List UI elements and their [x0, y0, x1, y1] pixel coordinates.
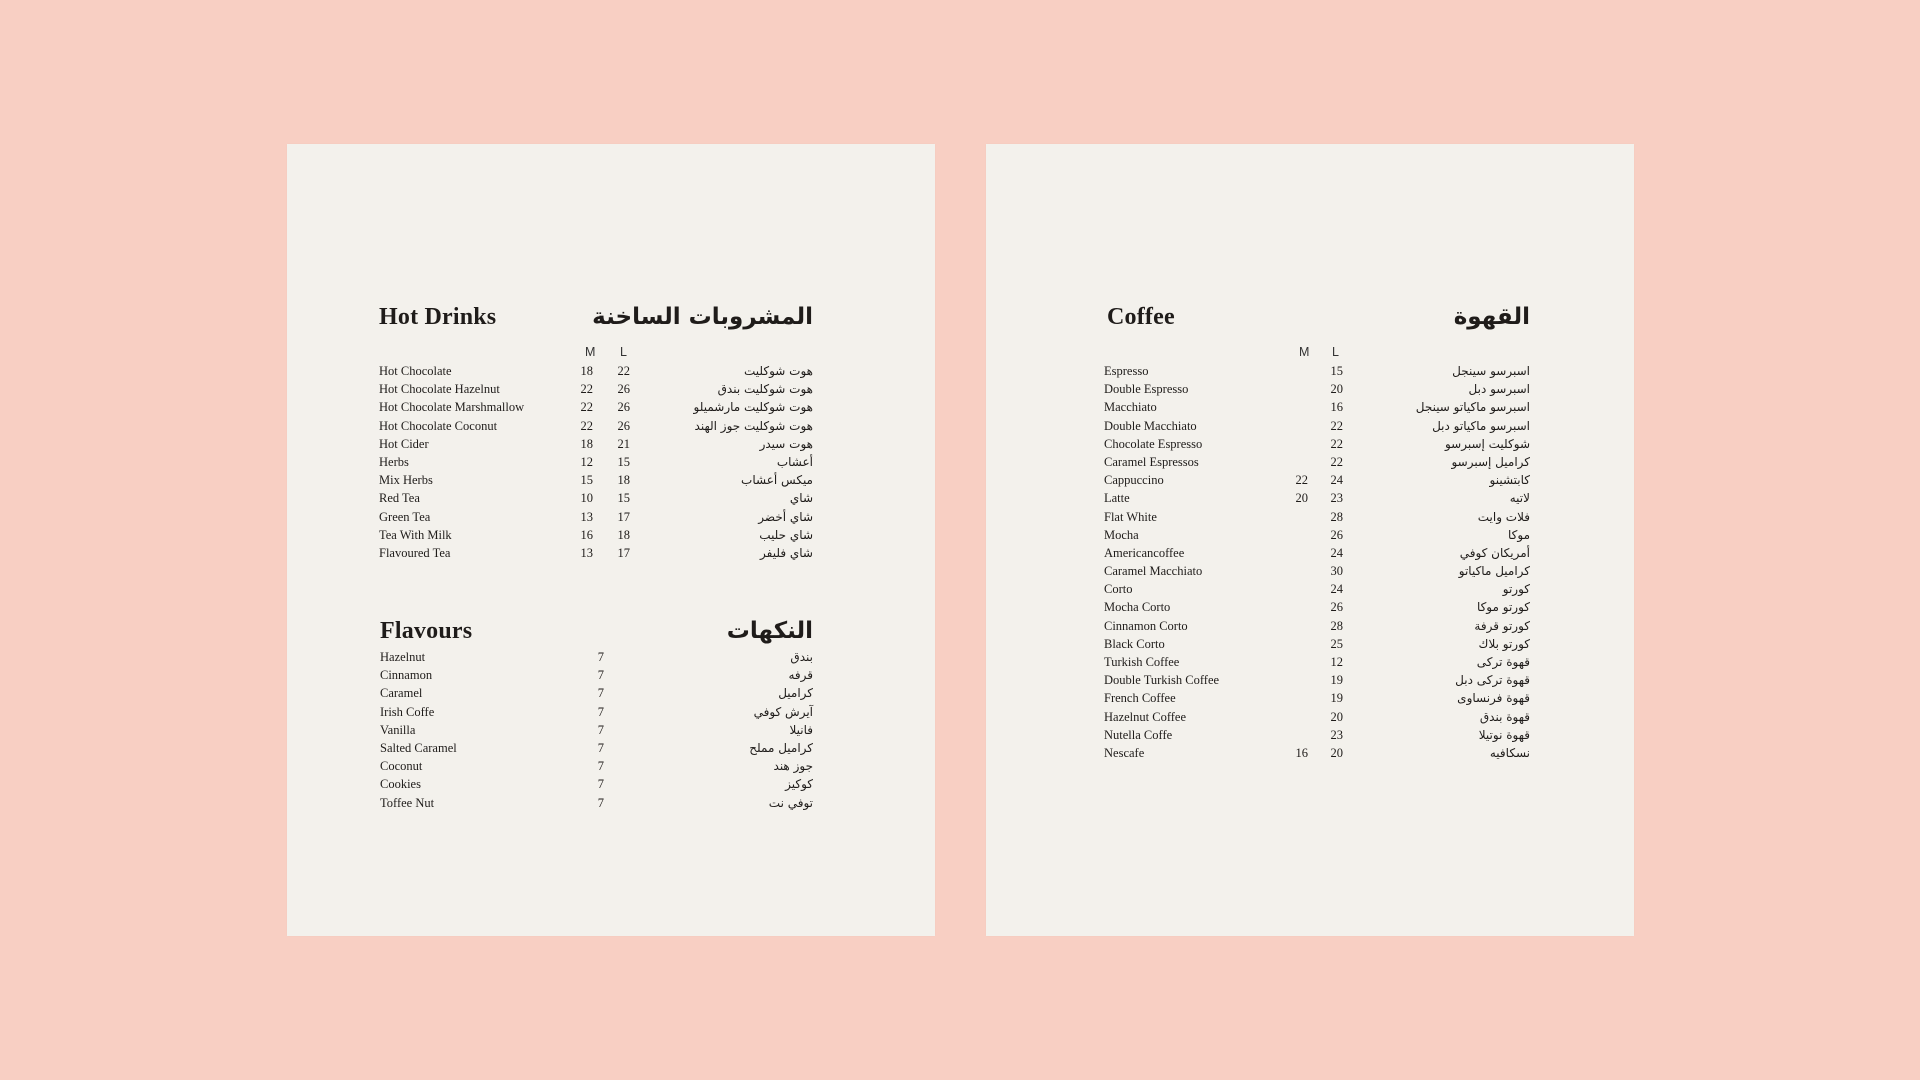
coffee-list: [1104, 362, 1530, 762]
menu-item-row: [379, 471, 813, 489]
price-medium: 12: [580, 454, 593, 469]
menu-item-row: [379, 362, 813, 380]
item-name-arabic: اسبرسو ماكياتو دبل: [1432, 418, 1530, 433]
menu-item-row: [1104, 635, 1530, 653]
item-name: Turkish Coffee: [1104, 655, 1180, 669]
item-name: Irish Coffe: [380, 704, 435, 719]
item-name-arabic: هوت شوكليت مارشميلو: [693, 400, 813, 415]
item-name: French Coffee: [1104, 691, 1176, 706]
item-name: Americancoffee: [1104, 545, 1185, 560]
size-header-l: L: [620, 345, 627, 359]
menu-item-row: [379, 435, 813, 453]
item-name: Nutella Coffe: [1104, 727, 1173, 742]
menu-item-row: [380, 684, 813, 702]
item-name: Cinnamon: [380, 668, 433, 683]
menu-item-row: [379, 508, 813, 526]
item-name: Tea With Milk: [379, 527, 452, 542]
price-medium: 13: [580, 545, 593, 560]
item-name-arabic: كراميل: [778, 686, 813, 701]
menu-item-row: [1104, 508, 1530, 526]
price-large: 12: [1330, 655, 1343, 669]
price-large: 30: [1330, 564, 1343, 579]
price-large: 16: [1330, 400, 1343, 415]
item-name-arabic: شاي أخضر: [758, 509, 813, 524]
item-name-arabic: قهوة بندق: [1479, 709, 1530, 724]
menu-item-row: [380, 794, 813, 812]
price: 7: [597, 686, 604, 701]
menu-item-row: [379, 398, 813, 416]
item-name: Mocha Corto: [1104, 600, 1171, 615]
item-name-arabic: آيرش كوفي: [753, 704, 813, 719]
menu-item-row: [1104, 671, 1530, 689]
item-name-arabic: كورتو بلاك: [1478, 636, 1530, 651]
price-large: 24: [1330, 582, 1343, 597]
price-medium: 15: [580, 473, 593, 488]
menu-item-row: [1104, 471, 1530, 489]
coffee-section: [1104, 304, 1530, 784]
item-name-arabic: بندق: [790, 650, 813, 664]
menu-item-row: [380, 648, 813, 666]
price: 7: [597, 795, 604, 810]
price-large: 22: [1330, 436, 1343, 451]
price-large: 23: [1330, 491, 1343, 506]
menu-item-row: [1104, 708, 1530, 726]
menu-item-row: [380, 703, 813, 721]
price-large: 18: [617, 527, 630, 542]
coffee-title: Coffee: [1107, 304, 1175, 330]
item-name: Caramel: [380, 686, 423, 701]
price-large: 17: [617, 545, 630, 560]
price: 7: [597, 668, 604, 683]
item-name: Hazelnut: [380, 650, 426, 664]
item-name-arabic: فانيلا: [789, 722, 813, 737]
item-name-arabic: كابتشينو: [1489, 473, 1530, 488]
item-name: Hot Chocolate Marshmallow: [379, 400, 525, 415]
item-name: Chocolate Espresso: [1104, 436, 1203, 451]
item-name-arabic: كراميل إسبرسو: [1451, 454, 1530, 469]
price-large: 20: [1330, 382, 1343, 397]
item-name: Flavoured Tea: [379, 545, 451, 560]
menu-item-row: [1104, 653, 1530, 671]
menu-item-row: [380, 757, 813, 775]
price: 7: [597, 740, 604, 755]
menu-item-row: [1104, 580, 1530, 598]
price: 7: [597, 722, 604, 737]
item-name-arabic: فلات وايت: [1477, 509, 1530, 524]
price-large: 24: [1330, 473, 1343, 488]
price-medium: 22: [580, 400, 593, 415]
item-name-arabic: كورتو: [1502, 582, 1530, 597]
menu-item-row: [379, 526, 813, 544]
item-name-arabic: هوت شوكليت جوز الهند: [694, 418, 813, 433]
item-name: Mix Herbs: [379, 473, 433, 488]
item-name-arabic: هوت شوكليت بندق: [717, 382, 813, 397]
hot-drinks-title-arabic: المشروبات الساخنة: [592, 304, 813, 330]
price-large: 26: [617, 418, 630, 433]
price-large: 26: [617, 400, 630, 415]
item-name-arabic: كورتو قرفة: [1474, 618, 1530, 633]
price: 7: [597, 650, 604, 664]
price: 7: [597, 759, 604, 774]
menu-item-row: [379, 380, 813, 398]
price-large: 26: [1330, 527, 1343, 542]
menu-item-row: [380, 739, 813, 757]
item-name: Caramel Espressos: [1104, 454, 1199, 469]
menu-item-row: [379, 489, 813, 507]
flavours-title-arabic: النكهات: [726, 618, 813, 644]
menu-item-row: [380, 721, 813, 739]
item-name-arabic: ميكس أعشاب: [741, 473, 813, 488]
item-name: Double Espresso: [1104, 382, 1189, 397]
price-large: 22: [617, 364, 630, 378]
item-name-arabic: قهوة تركى دبل: [1455, 673, 1530, 688]
price-large: 18: [617, 473, 630, 488]
item-name-arabic: هوت سيدر: [759, 436, 813, 451]
menu-item-row: [1104, 398, 1530, 416]
item-name-arabic: أمريكان كوفي: [1459, 545, 1530, 560]
item-name: Cinnamon Corto: [1104, 618, 1188, 633]
menu-item-row: [380, 775, 813, 793]
price-large: 23: [1330, 727, 1343, 742]
menu-item-row: [379, 417, 813, 435]
price-medium: 22: [1295, 473, 1308, 488]
price: 7: [597, 704, 604, 719]
price-large: 28: [1330, 509, 1343, 524]
flavours-title: Flavours: [380, 618, 473, 644]
menu-item-row: [1104, 744, 1530, 762]
item-name-arabic: كراميل ماكياتو: [1458, 564, 1530, 579]
menu-item-row: [1104, 562, 1530, 580]
price-medium: 20: [1295, 491, 1308, 506]
item-name-arabic: قرفه: [788, 668, 813, 683]
item-name-arabic: جوز هند: [773, 759, 813, 774]
price-medium: 13: [580, 509, 593, 524]
price-large: 28: [1330, 618, 1343, 633]
item-name-arabic: موكا: [1508, 527, 1530, 542]
menu-item-row: [379, 453, 813, 471]
item-name-arabic: نسكافيه: [1489, 745, 1530, 760]
size-header-m: M: [585, 345, 596, 359]
menu-item-row: [1104, 489, 1530, 507]
item-name: Hot Chocolate Coconut: [379, 418, 498, 433]
item-name: Green Tea: [379, 509, 431, 524]
item-name: Caramel Macchiato: [1104, 564, 1203, 579]
menu-item-row: [1104, 435, 1530, 453]
price-medium: 18: [580, 364, 593, 378]
item-name-arabic: قهوة تركى: [1476, 655, 1530, 669]
item-name: Cookies: [380, 777, 421, 792]
hot-drinks-section: [379, 304, 813, 564]
menu-card-coffee: [986, 144, 1634, 936]
item-name: Corto: [1104, 582, 1133, 597]
item-name: Mocha: [1104, 527, 1139, 542]
menu-item-row: [1104, 689, 1530, 707]
item-name: Macchiato: [1104, 400, 1157, 415]
menu-item-row: [1104, 380, 1530, 398]
price-medium: 22: [580, 382, 593, 397]
item-name-arabic: اسبرسو سينجل: [1452, 364, 1530, 378]
flavours-list: [380, 648, 813, 812]
item-name: Nescafe: [1104, 745, 1145, 760]
menu-item-row: [1104, 526, 1530, 544]
menu-item-row: [1104, 362, 1530, 380]
price-large: 26: [617, 382, 630, 397]
menu-item-row: [1104, 726, 1530, 744]
item-name: Red Tea: [379, 491, 420, 506]
item-name-arabic: كراميل مملح: [749, 740, 813, 755]
menu-item-row: [1104, 453, 1530, 471]
item-name-arabic: شاي فليفر: [760, 545, 813, 560]
item-name-arabic: أعشاب: [776, 454, 813, 469]
item-name: Flat White: [1104, 509, 1157, 524]
price-large: 22: [1330, 454, 1343, 469]
menu-item-row: [1104, 617, 1530, 635]
item-name: Cappuccino: [1104, 473, 1164, 488]
price-large: 19: [1330, 673, 1343, 688]
item-name: Hazelnut Coffee: [1104, 709, 1187, 724]
price-large: 15: [617, 491, 630, 506]
item-name-arabic: اسبرسو دبل: [1468, 382, 1530, 397]
price-large: 15: [617, 454, 630, 469]
menu-item-row: [1104, 544, 1530, 562]
menu-item-row: [379, 544, 813, 562]
price-medium: 16: [1295, 745, 1308, 760]
item-name-arabic: كورتو موكا: [1476, 600, 1530, 615]
item-name: Toffee Nut: [380, 795, 435, 810]
price-medium: 10: [580, 491, 593, 506]
item-name: Hot Cider: [379, 436, 429, 451]
price-large: 25: [1330, 636, 1343, 651]
size-header-l: L: [1332, 345, 1339, 359]
item-name-arabic: قهوة نوتيلا: [1478, 727, 1530, 742]
item-name-arabic: لاتيه: [1509, 491, 1530, 506]
price-large: 17: [617, 509, 630, 524]
price-large: 19: [1330, 691, 1343, 706]
price: 7: [597, 777, 604, 792]
size-header-m: M: [1299, 345, 1310, 359]
item-name: Vanilla: [380, 722, 416, 737]
item-name-arabic: قهوة فرنساوى: [1457, 691, 1530, 706]
menu-item-row: [380, 666, 813, 684]
item-name: Double Macchiato: [1104, 418, 1197, 433]
menu-card-hot-drinks: [287, 144, 935, 936]
item-name: Salted Caramel: [380, 740, 457, 755]
item-name-arabic: كوكيز: [785, 777, 813, 792]
price-large: 15: [1330, 364, 1343, 378]
menu-item-row: [1104, 598, 1530, 616]
price-medium: 18: [580, 436, 593, 451]
item-name: Black Corto: [1104, 636, 1165, 651]
item-name-arabic: شوكليت إسبرسو: [1444, 436, 1530, 451]
item-name: Latte: [1104, 491, 1130, 506]
item-name-arabic: اسبرسو ماكياتو سينجل: [1415, 400, 1530, 415]
price-large: 26: [1330, 600, 1343, 615]
price-medium: 22: [580, 418, 593, 433]
price-large: 24: [1330, 545, 1343, 560]
price-large: 20: [1330, 745, 1343, 760]
menu-item-row: [1104, 417, 1530, 435]
item-name: Hot Chocolate: [379, 364, 452, 378]
item-name-arabic: شاي: [789, 491, 813, 506]
item-name: Double Turkish Coffee: [1104, 673, 1220, 688]
item-name-arabic: شاي حليب: [759, 527, 813, 542]
coffee-title-arabic: القهوة: [1453, 304, 1530, 330]
hot-drinks-list: [379, 362, 813, 562]
item-name: Espresso: [1104, 364, 1149, 378]
item-name: Coconut: [380, 759, 423, 774]
hot-drinks-title: Hot Drinks: [379, 304, 497, 330]
price-large: 20: [1330, 709, 1343, 724]
price-large: 21: [617, 436, 630, 451]
price-medium: 16: [580, 527, 593, 542]
price-large: 22: [1330, 418, 1343, 433]
item-name: Herbs: [379, 454, 409, 469]
item-name-arabic: توفي نت: [768, 795, 813, 810]
item-name: Hot Chocolate Hazelnut: [379, 382, 500, 397]
flavours-section: [380, 618, 813, 838]
item-name-arabic: هوت شوكليت: [744, 364, 813, 378]
